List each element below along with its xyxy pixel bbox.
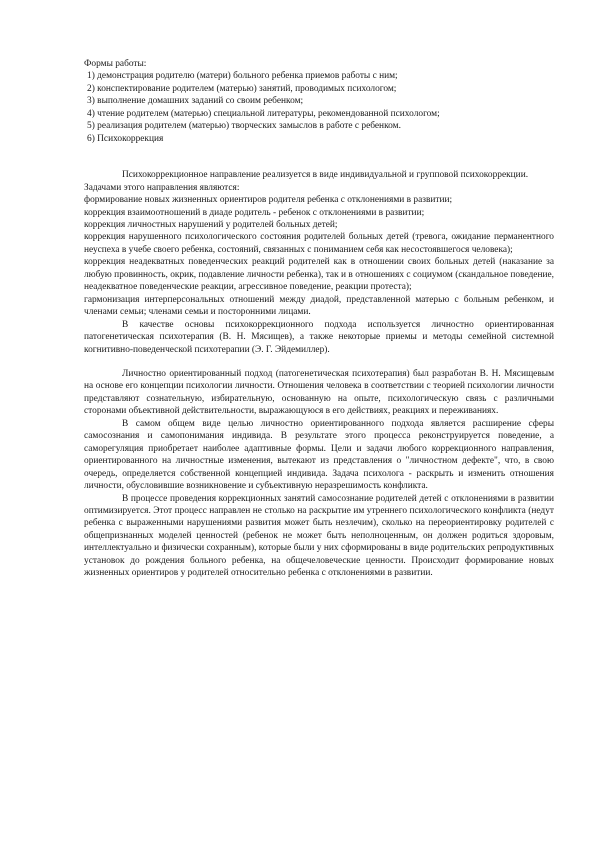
forms-item-1: 1) демонстрация родителю (матери) больного ребенка приемов работы с ним; xyxy=(87,71,398,82)
task-item-6: гармонизация интерперсональных отношений между диадой, представленной матерью с больным ребенком, и членами семьи; членами семьи и посторонними лицами. xyxy=(84,294,554,318)
document-page xyxy=(84,58,554,580)
task-item-4: коррекция нарушенного психологического состояния родителей больных детей (тревога, ожидание перманентного неуспеха в учебе своего ребенка, состояний, связанных с пониманием себя как несостоявшегося человека); xyxy=(84,232,554,255)
task-item-3: коррекция личностных нарушений у родителей больных детей; xyxy=(84,219,338,230)
task-item-5: коррекция неадекватных поведенческих реакций родителей как в отношении своих больных детей (наказание за любую провинность, окрик, подавление личности ребенка), так и в отношениях с социумом (скандальное поведение, неадекватное поведенческие реакции, агрессивное поведение, реакции протеста); xyxy=(84,257,554,293)
approach-goal-paragraph: В самом общем виде целью личностно ориентированного подхода является расширение сферы самосознания и самопонимания индивида. В результате этого процесса реконструируется поведение, а саморегуляция приобретает наиболее адаптивные формы. Цели и задачи любого коррекционного направления, ориентированного на личностные изменения, вытекают из представления о "личностном дефекте", что, в свою очередь, определяется собственной концепцией индивида. Задача психолога - раскрыть и изменить отношения личности, обусловившие возникновение и субъективную неразрешимость конфликта. xyxy=(84,418,554,492)
correction-process-paragraph: В процессе проведения коррекционных занятий самосознание родителей детей с отклонениями в развитии оптимизируется. Этот процесс направлен не столько на раскрытие им утреннего психологического конфликта (недут ребенка с выраженными нарушениями развития может быть незлечим), сколько на переориентировку родителей с общепризнанных моделей ценностей (ребенок не может быть неполноценным, он должен родиться здоровым, интеллектуально и физически сохранным), которые были у них сформированы в виде родительских репродуктивных установок до рождения больного ребенка, на общечеловеческие ценности. Происходит формирование новых жизненных ориентиров у родителей относительно ребенка с отклонениями в развитии. xyxy=(84,493,554,579)
forms-item-6: 6) Психокоррекция xyxy=(87,133,164,144)
personality-approach-paragraph: Личностно ориентированный подход (патогенетическая психотерапия) был разработан В. Н. Мясищевым на основе его концепции психологии личности. Отношения человека в соответствии с теорией психологии личности представляют сознательную, избирательную, основанную на опыте, психологическую связь с различными сторонами объективной действительности, выражающуюся в его действиях, реакциях и переживаниях. xyxy=(84,368,554,417)
forms-heading: Формы работы: xyxy=(84,59,147,69)
psychocorrection-intro: Психокоррекционное направление реализуется в виде индивидуальной и групповой психокоррекции. xyxy=(122,170,529,181)
basis-paragraph: В качестве основы психокоррекционного подхода используется личностно ориентированная патогенетическая психотерапия (В. Н. Мясищев), а также некоторые приемы и методы семейной системной когнитивно-поведенческой психотерапии (Э. Г. Эйдемиллер). xyxy=(84,319,554,355)
task-item-2: коррекция взаимоотношений в диаде родитель - ребенок с отклонениями в развитии; xyxy=(84,207,425,218)
forms-item-5: 5) реализация родителем (матерью) творческих замыслов в работе с ребенком. xyxy=(87,121,401,132)
tasks-heading: Задачами этого направления являются: xyxy=(84,182,240,193)
spacer xyxy=(84,145,554,169)
task-item-1: формирование новых жизненных ориентиров родителя ребенка с отклонениями в развитии; xyxy=(84,195,453,206)
forms-item-4: 4) чтение родителем (матерью) специальной литературы, рекомендованной психологом; xyxy=(87,108,440,119)
spacer xyxy=(84,356,554,368)
forms-item-2: 2) конспектирование родителем (матерью) занятий, проводимых психологом; xyxy=(87,83,397,94)
forms-item-3: 3) выполнение домашних заданий со своим ребенком; xyxy=(87,96,304,107)
